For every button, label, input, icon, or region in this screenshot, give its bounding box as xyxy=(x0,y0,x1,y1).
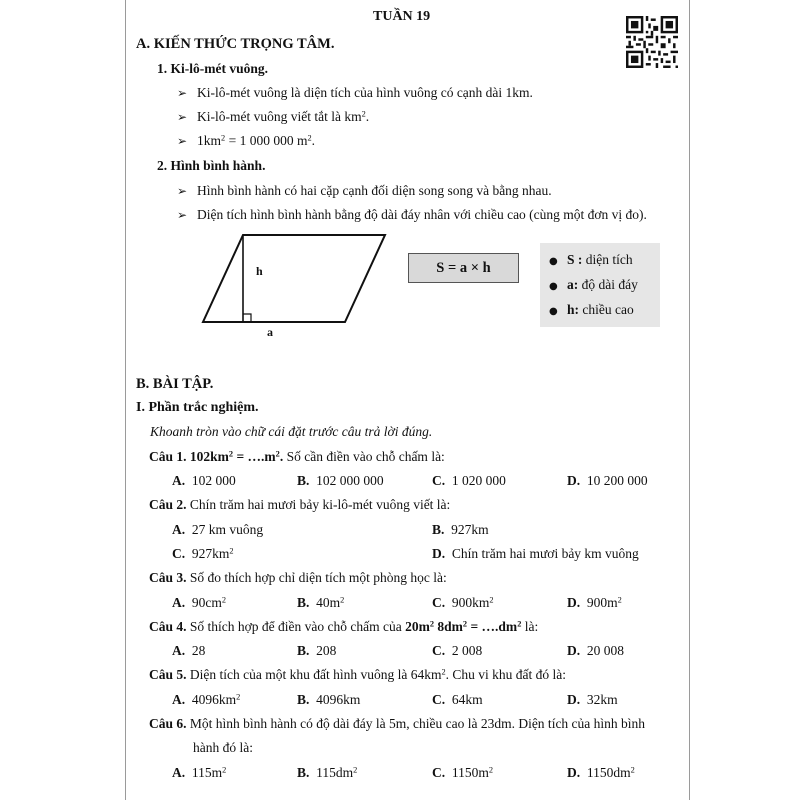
option-text: 900km xyxy=(451,595,490,610)
section-b-title: B. BÀI TẬP. xyxy=(136,376,214,392)
option-text: 4096km xyxy=(316,692,361,707)
bullet-dot-icon: ● xyxy=(549,256,558,267)
option-text: 64km xyxy=(451,692,483,707)
option-text: 900m xyxy=(586,595,618,610)
parallelogram-diagram xyxy=(195,230,395,330)
q4-option-c[interactable] xyxy=(432,644,482,658)
question-expr: 102km xyxy=(186,449,229,464)
question-6-cont: hành đó là: xyxy=(193,740,253,755)
q1-option-a[interactable] xyxy=(172,474,236,488)
q4-option-a[interactable] xyxy=(172,644,205,658)
option-text: 10 200 000 xyxy=(586,473,648,488)
q6-option-a[interactable] xyxy=(172,766,226,780)
superscript: 2 xyxy=(617,595,622,605)
q5-option-c[interactable] xyxy=(432,693,483,707)
page-right-border xyxy=(689,0,690,800)
question-text: . Chu vi khu đất đó là: xyxy=(445,667,567,682)
superscript: 2 xyxy=(489,595,494,605)
option-letter: A. xyxy=(172,473,186,488)
legend-item xyxy=(549,252,660,277)
option-letter: A. xyxy=(172,692,186,707)
legend-key: a: xyxy=(567,277,579,292)
option-text: 102 000 xyxy=(191,473,236,488)
q3-option-c[interactable] xyxy=(432,596,494,610)
question-text: là: xyxy=(521,619,539,634)
question-label: Câu 2. xyxy=(149,497,187,512)
option-letter: B. xyxy=(432,522,445,537)
q5-option-a[interactable] xyxy=(172,693,240,707)
q1-option-b[interactable] xyxy=(297,474,384,488)
topic1-bullet2 xyxy=(177,110,369,124)
bullet-punct: . xyxy=(365,109,370,124)
superscript: 2 xyxy=(228,449,234,459)
option-letter: B. xyxy=(297,765,310,780)
q3-option-a[interactable] xyxy=(172,596,226,610)
q6-option-d[interactable] xyxy=(567,766,635,780)
question-2 xyxy=(149,498,450,512)
option-text: 28 xyxy=(191,643,206,658)
question-expr: 20m xyxy=(405,619,430,634)
question-text: Chín trăm hai mươi bảy ki-lô-mét vuông viết là: xyxy=(186,497,451,512)
option-text: 90cm xyxy=(191,595,222,610)
question-3 xyxy=(149,571,447,585)
option-text: 208 xyxy=(316,643,337,658)
legend-item xyxy=(549,302,660,327)
bullet-text: Ki-lô-mét vuông viết tắt là km xyxy=(197,109,362,124)
option-text: 1150dm xyxy=(586,765,631,780)
question-expr: = ….dm xyxy=(467,619,518,634)
superscript: 2 xyxy=(462,619,468,629)
option-letter: D. xyxy=(432,546,446,561)
option-letter: A. xyxy=(172,765,186,780)
superscript: 2 xyxy=(517,619,522,629)
superscript: 2 xyxy=(429,619,435,629)
question-expr: . xyxy=(279,449,284,464)
topic2-bullet2 xyxy=(177,208,647,222)
base-label: a xyxy=(267,325,273,339)
legend-text: diện tích xyxy=(582,252,633,267)
superscript: 2 xyxy=(221,133,226,143)
superscript: 2 xyxy=(221,595,227,605)
topic2-bullet1 xyxy=(177,184,552,198)
option-letter: A. xyxy=(172,595,186,610)
q5-option-b[interactable] xyxy=(297,693,360,707)
bullet-text: = 1 000 000 m xyxy=(225,133,308,148)
question-expr: 8dm xyxy=(434,619,463,634)
option-letter: D. xyxy=(567,595,581,610)
topic1-bullet1 xyxy=(177,86,533,100)
q2-option-d[interactable] xyxy=(432,547,639,561)
bullet-text: 1km xyxy=(197,133,222,148)
option-letter: C. xyxy=(172,546,186,561)
formula-legend xyxy=(540,243,660,327)
q4-option-b[interactable] xyxy=(297,644,336,658)
part1-title: I. Phần trắc nghiệm. xyxy=(136,400,259,415)
option-letter: D. xyxy=(567,473,581,488)
option-text: 40m xyxy=(316,595,341,610)
legend-key: h: xyxy=(567,302,580,317)
question-4 xyxy=(149,620,538,634)
option-text: 4096km xyxy=(191,692,237,707)
bullet-text: Ki-lô-mét vuông là diện tích của hình vuông có cạnh dài 1km. xyxy=(197,85,533,100)
q6-option-c[interactable] xyxy=(432,766,493,780)
option-text: 32km xyxy=(586,692,618,707)
option-text: 115m xyxy=(191,765,223,780)
option-letter: B. xyxy=(297,643,310,658)
option-text: 115dm xyxy=(316,765,354,780)
q1-option-d[interactable] xyxy=(567,474,648,488)
option-letter: C. xyxy=(432,595,446,610)
superscript: 2 xyxy=(307,133,312,143)
bullet-text: Diện tích hình bình hành bằng độ dài đáy nhân với chiều cao (cùng một đơn vị đo). xyxy=(197,207,647,222)
option-letter: D. xyxy=(567,692,581,707)
option-letter: B. xyxy=(297,473,310,488)
bullet-dot-icon: ● xyxy=(549,306,558,317)
superscript: 2 xyxy=(630,765,635,775)
option-text: Chín trăm hai mươi bảy km vuông xyxy=(451,546,639,561)
option-text: 27 km vuông xyxy=(191,522,264,537)
q3-option-b[interactable] xyxy=(297,596,344,610)
question-label: Câu 6. xyxy=(149,716,187,731)
q5-option-d[interactable] xyxy=(567,693,618,707)
arrow-bullet-icon: ➢ xyxy=(177,208,188,222)
q2-option-b[interactable] xyxy=(432,523,489,537)
question-label: Câu 1. xyxy=(149,449,187,464)
area-formula-box: S = a × h xyxy=(408,253,519,283)
legend-text: độ dài đáy xyxy=(578,277,638,292)
option-letter: D. xyxy=(567,765,581,780)
option-text: 1 020 000 xyxy=(451,473,506,488)
bullet-dot-icon: ● xyxy=(549,281,558,292)
question-label: Câu 5. xyxy=(149,667,187,682)
topic1-heading: 1. Ki-lô-mét vuông. xyxy=(157,61,268,76)
question-text: Số đo thích hợp chỉ diện tích một phòng học là: xyxy=(186,570,447,585)
qr-code-icon xyxy=(626,16,678,68)
superscript: 2 xyxy=(236,692,241,702)
right-angle-mark xyxy=(243,314,251,322)
option-text: 2 008 xyxy=(451,643,483,658)
superscript: 2 xyxy=(441,667,446,677)
option-letter: A. xyxy=(172,643,186,658)
option-text: 927km xyxy=(451,522,489,537)
topic1-bullet3 xyxy=(177,134,315,148)
bullet-punct: . xyxy=(311,133,316,148)
question-5 xyxy=(149,668,566,682)
superscript: 2 xyxy=(361,109,366,119)
q4-option-d[interactable] xyxy=(567,644,624,658)
section-a-title: A. KIẾN THỨC TRỌNG TÂM. xyxy=(136,36,335,52)
q2-option-c[interactable] xyxy=(172,547,234,561)
question-text: Số cần điền vào chỗ chấm là: xyxy=(283,449,445,464)
superscript: 2 xyxy=(275,449,280,459)
superscript: 2 xyxy=(340,595,345,605)
q2-option-a[interactable] xyxy=(172,523,263,537)
q6-option-b[interactable] xyxy=(297,766,357,780)
parallelogram-shape xyxy=(203,235,385,322)
option-letter: B. xyxy=(297,692,310,707)
option-letter: B. xyxy=(297,595,310,610)
legend-item xyxy=(549,277,660,302)
arrow-bullet-icon: ➢ xyxy=(177,86,188,100)
q3-option-d[interactable] xyxy=(567,596,622,610)
option-text: 1150m xyxy=(451,765,489,780)
question-expr: = ….m xyxy=(233,449,276,464)
page-left-border xyxy=(125,0,126,800)
option-letter: C. xyxy=(432,643,446,658)
superscript: 2 xyxy=(222,765,227,775)
option-letter: A. xyxy=(172,522,186,537)
option-letter: C. xyxy=(432,473,446,488)
option-text: 102 000 000 xyxy=(316,473,384,488)
question-label: Câu 4. xyxy=(149,619,187,634)
arrow-bullet-icon: ➢ xyxy=(177,134,188,148)
height-label: h xyxy=(256,264,263,278)
instruction-text: Khoanh tròn vào chữ cái đặt trước câu trả lời đúng. xyxy=(150,424,433,439)
question-6 xyxy=(149,717,645,731)
question-1 xyxy=(149,450,445,464)
superscript: 2 xyxy=(229,546,234,556)
topic2-heading: 2. Hình bình hành. xyxy=(157,158,266,173)
superscript: 2 xyxy=(488,765,494,775)
question-text: Một hình bình hành có độ dài đáy là 5m, chiều cao là 23dm. Diện tích của hình bình xyxy=(186,716,646,731)
question-text: Số thích hợp để điền vào chỗ chấm của xyxy=(186,619,406,634)
superscript: 2 xyxy=(353,765,358,775)
option-text: 20 008 xyxy=(586,643,624,658)
option-text: 927km xyxy=(191,546,230,561)
legend-text: chiều cao xyxy=(579,302,634,317)
legend-key: S : xyxy=(567,252,583,267)
option-letter: C. xyxy=(432,692,446,707)
option-letter: C. xyxy=(432,765,446,780)
arrow-bullet-icon: ➢ xyxy=(177,184,188,198)
week-title: TUẦN 19 xyxy=(373,9,431,24)
question-label: Câu 3. xyxy=(149,570,187,585)
option-letter: D. xyxy=(567,643,581,658)
question-text: Diện tích của một khu đất hình vuông là 64km xyxy=(186,667,442,682)
q1-option-c[interactable] xyxy=(432,474,506,488)
bullet-text: Hình bình hành có hai cặp cạnh đối diện song song và bằng nhau. xyxy=(197,183,552,198)
arrow-bullet-icon: ➢ xyxy=(177,110,188,124)
